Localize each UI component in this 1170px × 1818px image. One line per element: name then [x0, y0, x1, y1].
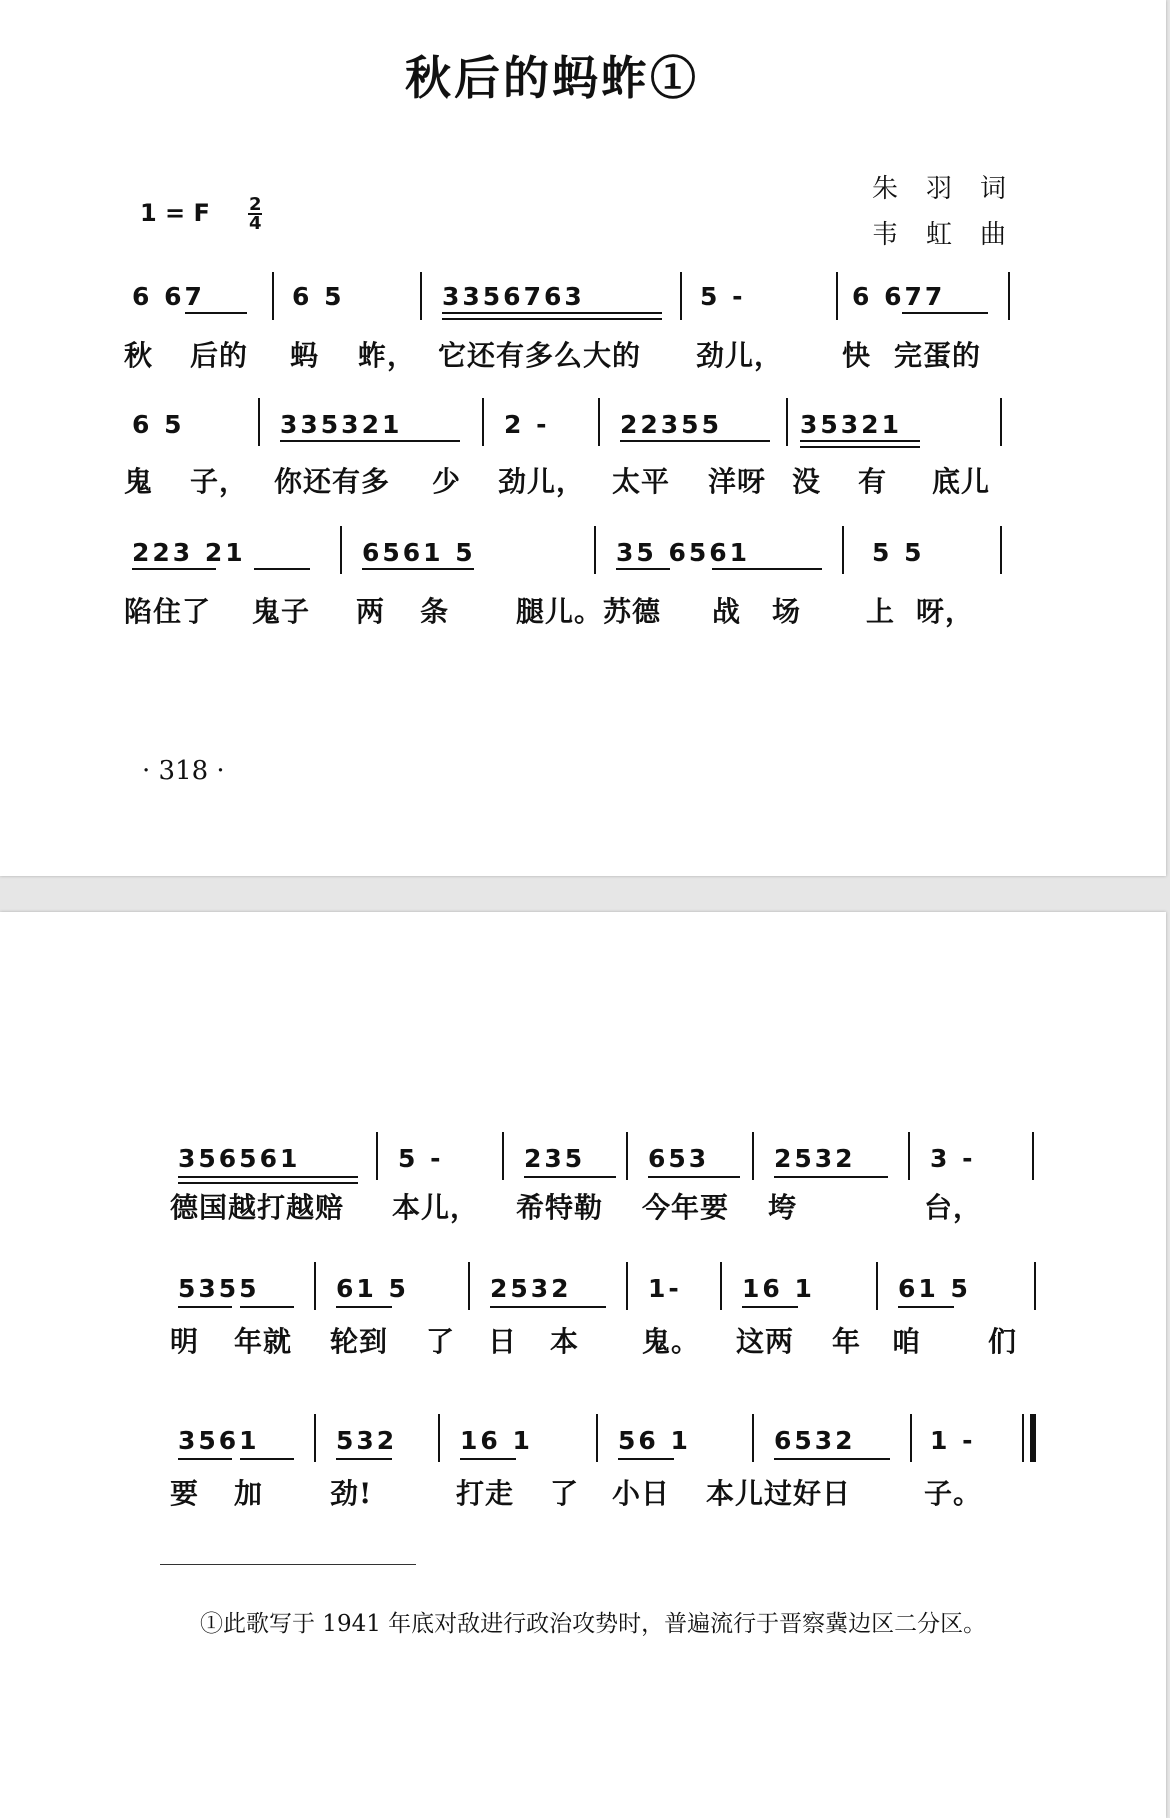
measure: 2532	[490, 1274, 572, 1303]
lyric: 完蛋的	[894, 339, 982, 372]
barline	[596, 1414, 598, 1462]
final-barline-thick	[1030, 1414, 1036, 1462]
lyric: 有	[858, 465, 888, 498]
measure: 6532	[774, 1426, 856, 1455]
lyric: 劲儿，	[696, 339, 784, 372]
beam	[618, 1458, 674, 1460]
lyric: 年	[832, 1325, 862, 1358]
measure: 6 5	[292, 282, 345, 311]
measure: 356561	[178, 1144, 301, 1173]
barline	[1000, 526, 1002, 574]
score-page-1	[0, 0, 1166, 876]
lyric: 陷住了	[124, 595, 212, 628]
lyric: 你还有多	[274, 465, 391, 498]
lyric: 日	[488, 1325, 518, 1358]
lyric: 这两	[736, 1325, 795, 1358]
barline	[272, 272, 274, 320]
barline	[420, 272, 422, 320]
barline	[752, 1414, 754, 1462]
measure: 3 -	[930, 1144, 976, 1173]
lyric: 们	[988, 1325, 1018, 1358]
lyricist-credit: 朱羽词	[872, 174, 1035, 204]
lyric: 快	[842, 339, 872, 372]
measure: 223 21	[132, 538, 246, 567]
measure: 2 -	[504, 410, 550, 439]
lyric: 没	[792, 465, 822, 498]
barline	[468, 1262, 470, 1310]
barline	[842, 526, 844, 574]
lyric: 战	[712, 595, 742, 628]
barline	[626, 1262, 628, 1310]
barline	[720, 1262, 722, 1310]
lyric: 腿儿。苏德	[516, 595, 662, 628]
lyric: 咱	[892, 1325, 922, 1358]
barline	[786, 398, 788, 446]
beam	[524, 1176, 616, 1178]
measure: 235	[524, 1144, 586, 1173]
beam	[742, 1306, 798, 1308]
barline	[502, 1132, 504, 1180]
lyric: 垮	[768, 1191, 798, 1224]
measure: 532	[336, 1426, 398, 1455]
measure: 3356763	[442, 282, 585, 311]
barline	[1034, 1262, 1036, 1310]
composer-credit: 韦虹曲	[872, 220, 1035, 250]
lyric: 希特勒	[516, 1191, 604, 1224]
final-barline-thin	[1022, 1414, 1024, 1462]
lyric: 太平	[612, 465, 671, 498]
song-title: 秋后的蚂蚱①	[405, 51, 699, 105]
lyric: 洋呀	[708, 465, 767, 498]
footnote-divider	[160, 1564, 416, 1565]
key-label: 1 = F	[140, 199, 210, 227]
measure: 6 67	[132, 282, 205, 311]
measure: 653	[648, 1144, 710, 1173]
lyric: 子，	[190, 465, 249, 498]
lyric: 鬼。	[642, 1325, 701, 1358]
measure: 22355	[620, 410, 722, 439]
barline	[482, 398, 484, 446]
lyric: 条	[420, 595, 450, 628]
lyric: 场	[772, 595, 802, 628]
barline	[314, 1414, 316, 1462]
barline	[598, 398, 600, 446]
beam	[774, 1176, 888, 1178]
lyric: 小日	[612, 1477, 671, 1510]
measure: 3561	[178, 1426, 260, 1455]
beam	[648, 1176, 740, 1178]
barline	[340, 526, 342, 574]
lyric: 后的	[190, 339, 249, 372]
lyric: 要	[170, 1477, 200, 1510]
barline	[680, 272, 682, 320]
beam	[774, 1458, 890, 1460]
beam	[336, 1458, 392, 1460]
barline	[836, 272, 838, 320]
barline	[626, 1132, 628, 1180]
lyric: 秋	[124, 339, 154, 372]
measure: 1-	[648, 1274, 682, 1303]
measure: 61 5	[336, 1274, 409, 1303]
lyric: 了	[426, 1325, 456, 1358]
lyric: 明	[170, 1325, 200, 1358]
time-signature	[248, 196, 262, 232]
lyric: 上	[866, 595, 896, 628]
beam	[898, 1306, 954, 1308]
lyric: 蚂	[290, 339, 320, 372]
page-number: · 318 ·	[142, 756, 225, 786]
beam	[178, 1306, 232, 1308]
barline	[1032, 1132, 1034, 1180]
measure: 61 5	[898, 1274, 971, 1303]
lyric: 加	[234, 1477, 264, 1510]
lyric: 今年要	[642, 1191, 730, 1224]
measure: 35321	[800, 410, 902, 439]
lyric: 鬼	[124, 465, 154, 498]
barline	[1008, 272, 1010, 320]
beam	[442, 318, 662, 320]
beam	[240, 1458, 294, 1460]
beam	[712, 568, 822, 570]
beam	[620, 440, 770, 442]
beam	[442, 312, 662, 314]
lyric: 少	[432, 465, 462, 498]
lyric: 两	[356, 595, 386, 628]
beam	[280, 440, 460, 442]
measure: 5 -	[700, 282, 746, 311]
beam	[178, 1182, 358, 1184]
lyric: 底儿	[932, 465, 991, 498]
measure: 335321	[280, 410, 403, 439]
measure: 56 1	[618, 1426, 691, 1455]
measure: 2532	[774, 1144, 856, 1173]
lyric: 台，	[924, 1191, 983, 1224]
lyric: 打走	[456, 1477, 515, 1510]
beam	[800, 446, 920, 448]
lyric: 子。	[924, 1477, 983, 1510]
time-denominator: 4	[249, 213, 262, 234]
beam	[490, 1306, 606, 1308]
beam	[132, 568, 216, 570]
lyric: 鬼子	[252, 595, 311, 628]
beam	[240, 1306, 294, 1308]
lyric: 了	[550, 1477, 580, 1510]
lyric: 本	[550, 1325, 580, 1358]
barline	[876, 1262, 878, 1310]
barline	[438, 1414, 440, 1462]
barline	[752, 1132, 754, 1180]
measure: 5 -	[398, 1144, 444, 1173]
lyric: 本儿，	[392, 1191, 480, 1224]
measure: 6 677	[852, 282, 946, 311]
footnote: ①此歌写于 1941 年底对敌进行政治攻势时，普遍流行于晋察冀边区二分区。	[200, 1611, 987, 1637]
lyric: 本儿过好日	[706, 1477, 852, 1510]
lyric: 蚱，	[358, 339, 417, 372]
lyric: 劲儿，	[498, 465, 586, 498]
measure: 16 1	[742, 1274, 815, 1303]
beam	[902, 312, 988, 314]
measure: 35 6561	[616, 538, 751, 567]
measure: 6561 5	[362, 538, 476, 567]
time-numerator: 2	[249, 194, 262, 215]
lyric: 呀，	[916, 595, 975, 628]
score-page-2	[0, 912, 1166, 1818]
measure: 16 1	[460, 1426, 533, 1455]
measure: 1 -	[930, 1426, 976, 1455]
barline	[376, 1132, 378, 1180]
barline	[314, 1262, 316, 1310]
measure: 6 5	[132, 410, 185, 439]
barline	[594, 526, 596, 574]
beam	[460, 1458, 516, 1460]
beam	[178, 1458, 232, 1460]
lyric: 轮到	[330, 1325, 389, 1358]
barline	[908, 1132, 910, 1180]
measure: 5 5	[872, 538, 925, 567]
barline	[258, 398, 260, 446]
beam	[362, 568, 474, 570]
key-signature	[140, 196, 262, 232]
lyric: 德国越打越赔	[170, 1191, 345, 1224]
beam	[336, 1306, 392, 1308]
measure: 5355	[178, 1274, 260, 1303]
beam	[254, 568, 310, 570]
lyric: 年就	[234, 1325, 293, 1358]
lyric: 劲!	[330, 1477, 373, 1510]
barline	[1000, 398, 1002, 446]
lyric: 它还有多么大的	[438, 339, 642, 372]
barline	[910, 1414, 912, 1462]
beam	[185, 312, 247, 314]
beam	[178, 1176, 358, 1178]
beam	[800, 440, 920, 442]
beam	[616, 568, 670, 570]
